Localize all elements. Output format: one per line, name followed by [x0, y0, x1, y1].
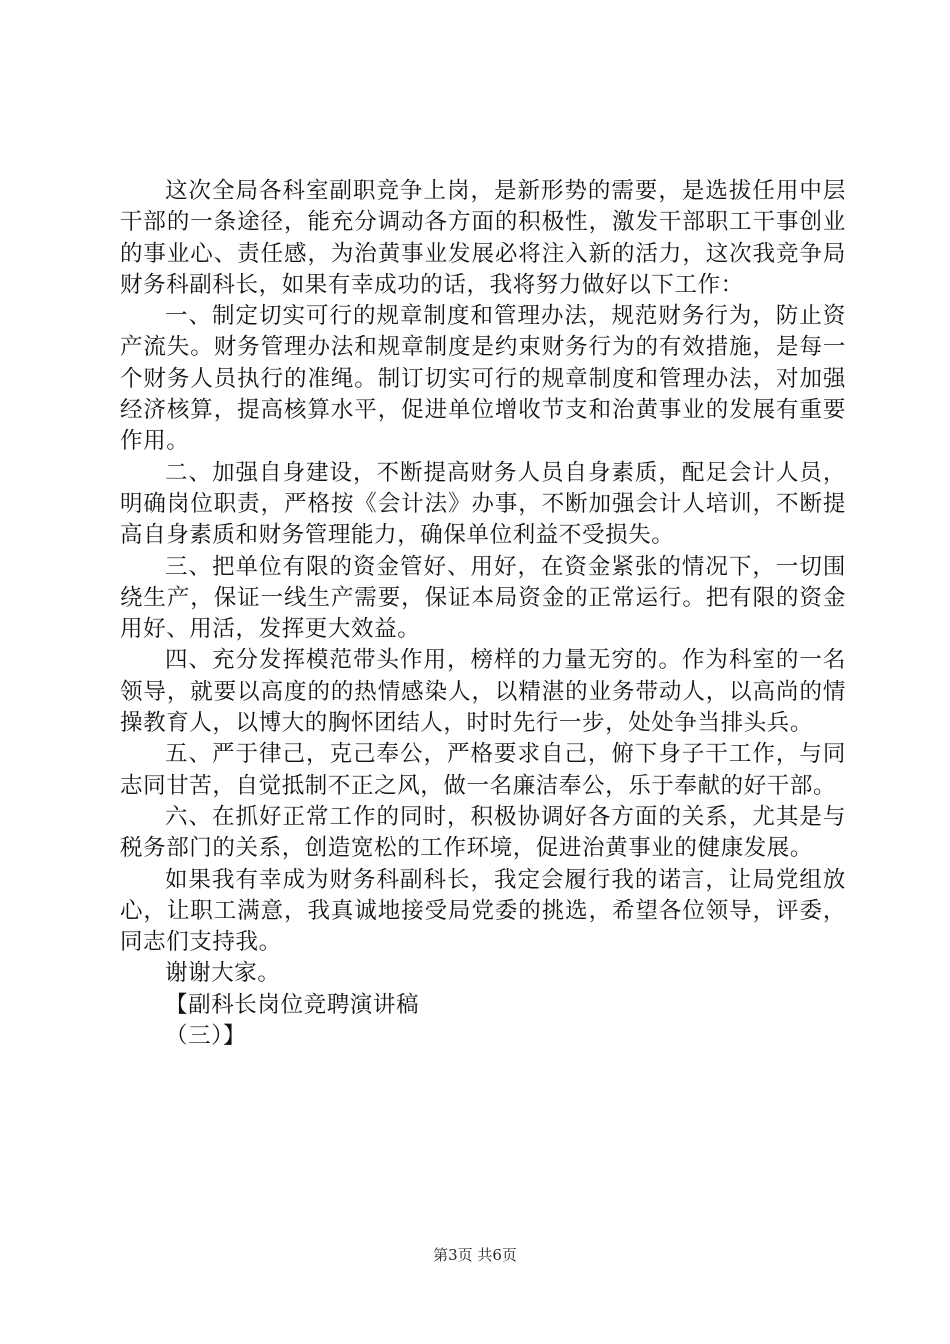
- document-body: [120, 176, 846, 1052]
- paragraph-item-4: 四、充分发挥模范带头作用，榜样的力量无穷的。作为科室的一名领导，就要以高度的的热情感染人，以精湛的业务带动人，以高尚的情操教育人，以博大的胸怀团结人，时时先行一步，处处争当排头兵。: [120, 647, 846, 737]
- paragraph-item-1: 一、制定切实可行的规章制度和管理办法，规范财务行为，防止资产流失。财务管理办法和规章制度是约束财务行为的有效措施，是每一个财务人员执行的准绳。制订切实可行的规章制度和管理办法，对加强经济核算，提高核算水平，促进单位增收节支和治黄事业的发展有重要作用。: [120, 303, 846, 455]
- paragraph-closing: 如果我有幸成为财务科副科长，我定会履行我的诺言，让局党组放心，让职工满意，我真诚地接受局党委的挑选，希望各位领导，评委，同志们支持我。: [120, 866, 846, 956]
- paragraph-item-2: 二、加强自身建设，不断提高财务人员自身素质，配足会计人员，明确岗位职责，严格按《会计法》办事，不断加强会计人培训，不断提高自身素质和财务管理能力，确保单位利益不受损失。: [120, 459, 846, 549]
- page-number-footer: 第3页 共6页: [433, 1246, 517, 1264]
- paragraph-intro: 这次全局各科室副职竞争上岗，是新形势的需要，是选拔任用中层干部的一条途径，能充分调动各方面的积极性，激发干部职工干事创业的事业心、责任感，为治黄事业发展必将注入新的活力，这次我竞争局财务科副科长，如果有幸成功的话，我将努力做好以下工作：: [120, 178, 846, 298]
- paragraph-item-6: 六、在抓好正常工作的同时，积极协调好各方面的关系，尤其是与税务部门的关系，创造宽松的工作环境，促进治黄事业的健康发展。: [120, 803, 846, 862]
- section-title-suffix: （三）】: [165, 1023, 247, 1050]
- paragraph-item-5: 五、严于律己，克己奉公，严格要求自己，俯下身子干工作，与同志同甘苦，自觉抵制不正之风，做一名廉洁奉公，乐于奉献的好干部。: [120, 741, 846, 799]
- section-title: 【副科长岗位竞聘演讲稿: [165, 991, 420, 1018]
- paragraph-thanks: 谢谢大家。: [165, 960, 281, 987]
- paragraph-item-3: 三、把单位有限的资金管好、用好，在资金紧张的情况下，一切围绕生产，保证一线生产需要，保证本局资金的正常运行。把有限的资金用好、用活，发挥更大效益。: [120, 553, 846, 643]
